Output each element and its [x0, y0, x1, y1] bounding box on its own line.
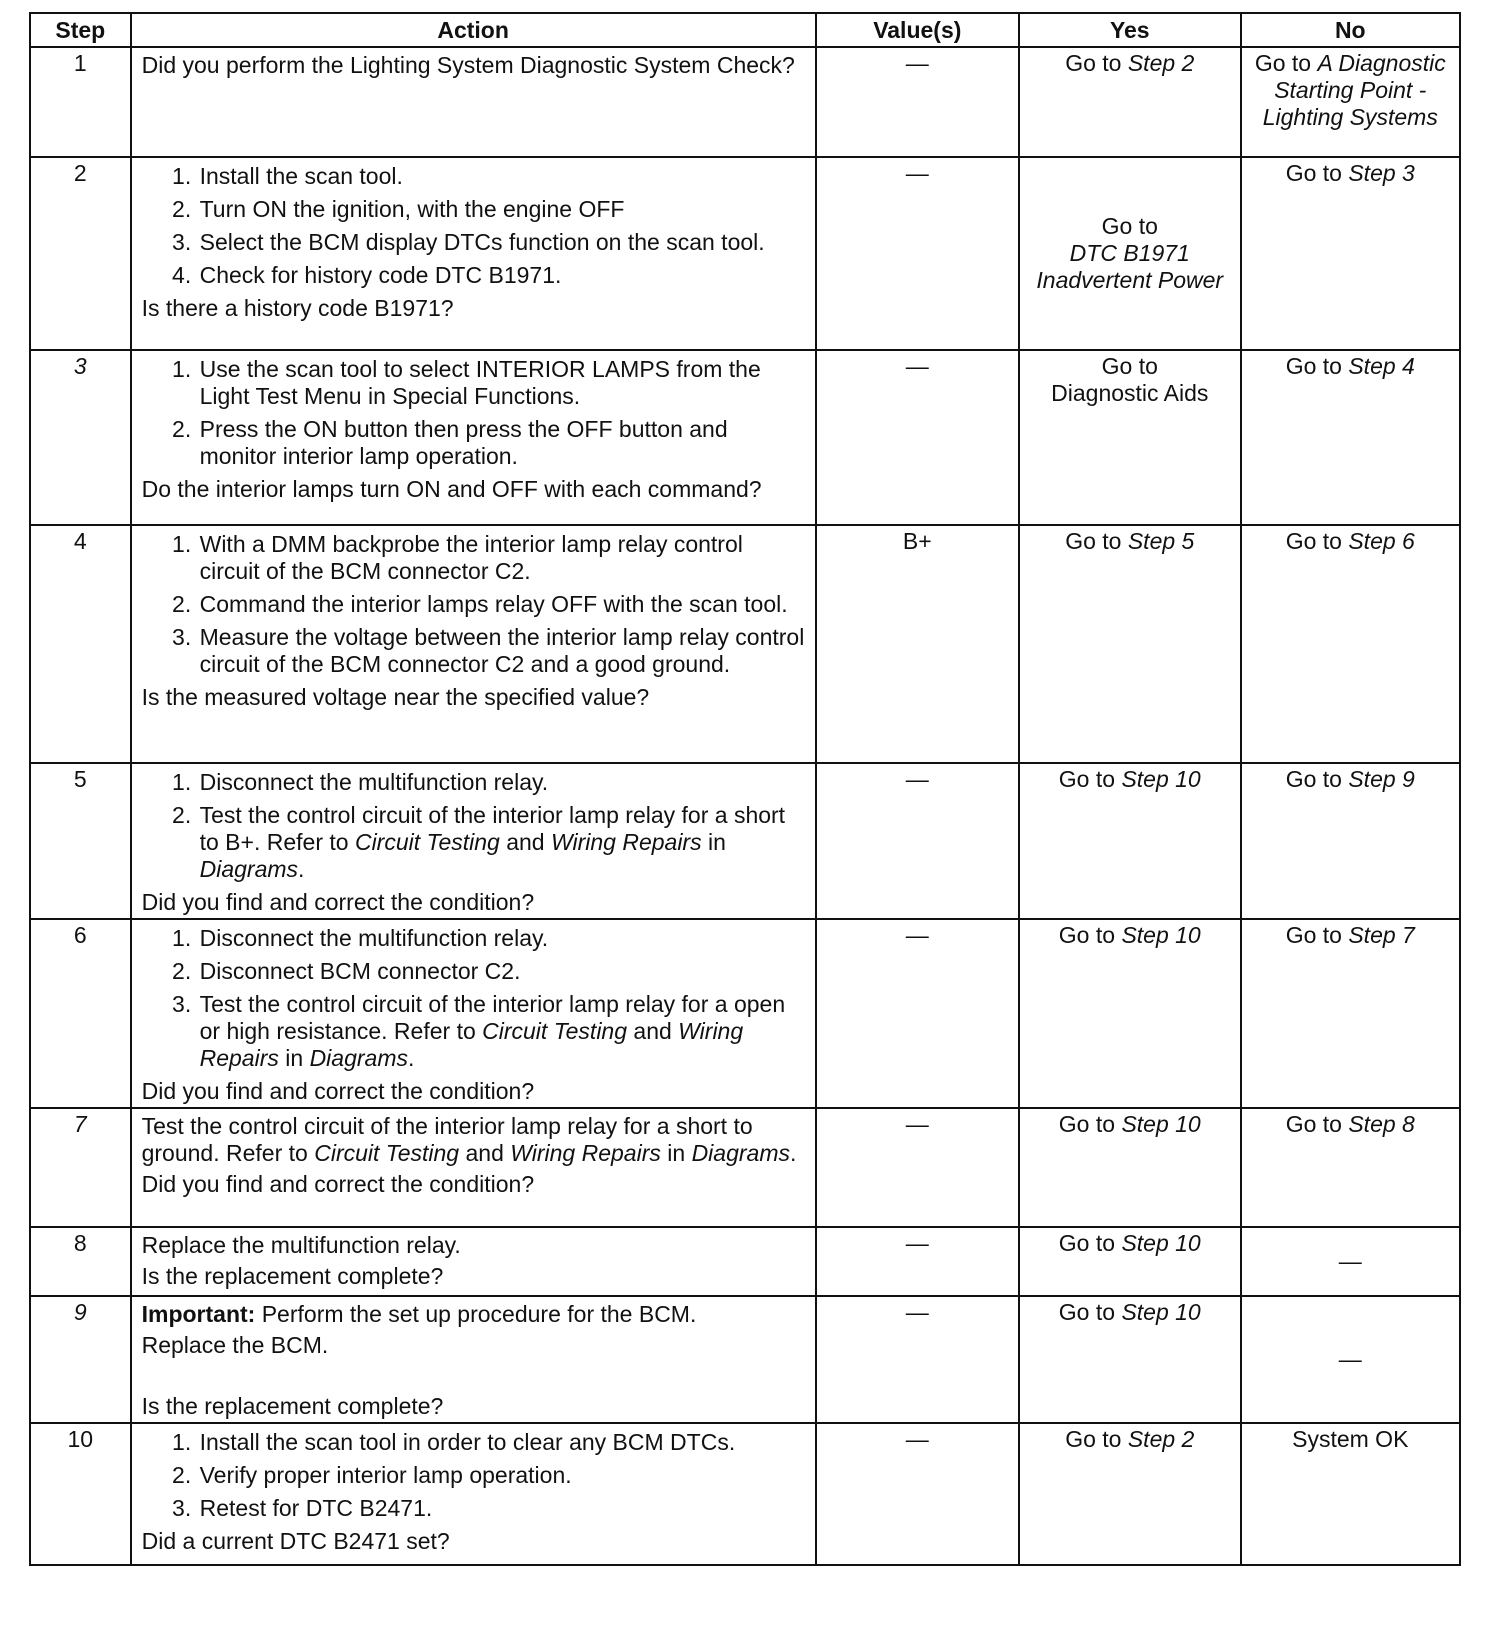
step-number: 9 [30, 1296, 131, 1423]
yes-cell[interactable] [1019, 157, 1241, 350]
step-number: 10 [30, 1423, 131, 1565]
circuit-testing-ref[interactable]: Circuit Testing [314, 1140, 460, 1166]
value-cell: — [816, 157, 1019, 350]
action-text: Test the control circuit of the interior lamp relay for a short to ground. Refer to Circuit Testing and Wiring Repairs in Diagrams. [141, 1113, 797, 1166]
yes-cell[interactable] [1019, 1423, 1241, 1565]
substep: 1. Use the scan tool to select INTERIOR LAMPS from the Light Test Menu in Special Functions. [198, 356, 805, 410]
yes-link[interactable]: Step 2 [1127, 1426, 1195, 1452]
substep-list [142, 769, 805, 883]
step-number: 6 [30, 919, 131, 1108]
header-values: Value(s) [816, 13, 1019, 47]
no-prefix: Go to [1285, 160, 1342, 186]
action-text: Replace the multifunction relay. [141, 1232, 461, 1258]
action-cell [131, 1227, 816, 1296]
circuit-testing-ref[interactable]: Circuit Testing [482, 1018, 628, 1044]
yes-link[interactable]: Step 10 [1121, 922, 1201, 948]
yes-prefix: Go to [1065, 50, 1122, 76]
table-row-step-6 [30, 919, 1460, 1108]
yes-prefix: Go to [1058, 922, 1116, 948]
table-row-step-7 [30, 1108, 1460, 1227]
no-link[interactable]: Step 7 [1348, 922, 1415, 948]
question: Did you find and correct the condition? [141, 1171, 535, 1197]
action-cell [131, 350, 816, 525]
yes-prefix: Go to [1058, 766, 1116, 792]
question: Did you find and correct the condition? [141, 1078, 535, 1104]
step-number: 2 [30, 157, 131, 350]
question: Is the measured voltage near the specified value? [141, 684, 650, 710]
no-cell[interactable] [1241, 1108, 1460, 1227]
action-cell [131, 1108, 816, 1227]
wiring-repairs-ref[interactable]: Wiring Repairs [550, 829, 702, 855]
no-cell[interactable] [1241, 47, 1460, 157]
value-cell: — [816, 1423, 1019, 1565]
no-cell: — [1241, 1227, 1460, 1296]
table-row-step-9 [30, 1296, 1460, 1423]
value-cell: — [816, 47, 1019, 157]
substep: 1. Disconnect the multifunction relay. [198, 769, 805, 796]
yes-link[interactable]: Step 10 [1121, 766, 1201, 792]
circuit-testing-ref[interactable]: Circuit Testing [354, 829, 500, 855]
value-cell: — [816, 763, 1019, 919]
action-cell [131, 1423, 816, 1565]
no-prefix: Go to [1285, 1111, 1342, 1137]
question: Do the interior lamps turn ON and OFF with each command? [141, 476, 762, 502]
substep-list [142, 925, 805, 1072]
substep: 3. Retest for DTC B2471. [198, 1495, 805, 1522]
question: Did a current DTC B2471 set? [141, 1528, 450, 1554]
table-row-step-4 [30, 525, 1460, 763]
action-cell [131, 47, 816, 157]
substep: 2. Turn ON the ignition, with the engine OFF [198, 196, 805, 223]
no-prefix: Go to [1254, 50, 1312, 76]
no-cell[interactable] [1241, 350, 1460, 525]
substep: 1. Disconnect the multifunction relay. [198, 925, 805, 952]
table-row-step-1 [30, 47, 1460, 157]
yes-prefix: Go to [1058, 1111, 1116, 1137]
important-note: Important: Perform the set up procedure for the BCM. [141, 1301, 697, 1327]
yes-cell[interactable] [1019, 1108, 1241, 1227]
action-cell [131, 763, 816, 919]
substep: 2. Verify proper interior lamp operation. [198, 1462, 805, 1489]
no-prefix: Go to [1285, 353, 1342, 379]
question: Did you find and correct the condition? [141, 889, 535, 915]
no-cell[interactable] [1241, 525, 1460, 763]
yes-prefix: Go to [1058, 1299, 1116, 1325]
no-cell: System OK [1241, 1423, 1460, 1565]
substep: 3. Measure the voltage between the interior lamp relay control circuit of the BCM connector C2 and a good ground. [198, 624, 805, 678]
no-prefix: Go to [1285, 528, 1342, 554]
substep: 2. Command the interior lamps relay OFF with the scan tool. [198, 591, 805, 618]
yes-cell[interactable] [1019, 919, 1241, 1108]
yes-prefix: Go to [1101, 353, 1158, 379]
yes-prefix: Go to [1065, 1426, 1122, 1452]
yes-link[interactable]: Diagnostic Aids [1051, 380, 1209, 406]
action-text: Replace the BCM. [141, 1332, 329, 1358]
table-row-step-2 [30, 157, 1460, 350]
value-cell: — [816, 350, 1019, 525]
substep: 3. Select the BCM display DTCs function on the scan tool. [198, 229, 805, 256]
table-row-step-10 [30, 1423, 1460, 1565]
step-number: 7 [30, 1108, 131, 1227]
substep-list [142, 531, 805, 678]
diagrams-ref[interactable]: Diagrams [691, 1140, 790, 1166]
important-label: Important: [141, 1301, 256, 1327]
table-row-step-3 [30, 350, 1460, 525]
header-yes: Yes [1019, 13, 1241, 47]
step-number: 1 [30, 47, 131, 157]
header-step: Step [30, 13, 131, 47]
step-number: 8 [30, 1227, 131, 1296]
value-cell: — [816, 1227, 1019, 1296]
substep: 4. Check for history code DTC B1971. [198, 262, 805, 289]
yes-link[interactable]: Step 10 [1121, 1230, 1201, 1256]
yes-prefix: Go to [1101, 213, 1158, 239]
no-link[interactable]: Step 3 [1348, 160, 1415, 186]
wiring-repairs-ref[interactable]: Wiring Repairs [510, 1140, 661, 1166]
no-link[interactable]: Step 9 [1348, 766, 1415, 792]
yes-cell[interactable] [1019, 763, 1241, 919]
no-link[interactable]: Step 6 [1348, 528, 1415, 554]
no-prefix: Go to [1285, 766, 1342, 792]
value-cell: — [816, 1108, 1019, 1227]
yes-prefix: Go to [1058, 1230, 1116, 1256]
action-cell [131, 157, 816, 350]
yes-cell[interactable] [1019, 350, 1241, 525]
yes-cell[interactable] [1019, 525, 1241, 763]
substep: 1. Install the scan tool. [198, 163, 805, 190]
yes-cell[interactable] [1019, 1296, 1241, 1423]
header-no: No [1241, 13, 1460, 47]
yes-link[interactable]: DTC B1971 Inadvertent Power [1036, 240, 1224, 293]
header-action: Action [131, 13, 816, 47]
question: Is the replacement complete? [141, 1263, 444, 1289]
yes-cell[interactable] [1019, 47, 1241, 157]
substep: 1. Install the scan tool in order to clear any BCM DTCs. [198, 1429, 805, 1456]
no-cell: — [1241, 1296, 1460, 1423]
yes-link[interactable]: Step 5 [1127, 528, 1195, 554]
no-link[interactable]: Step 4 [1348, 353, 1415, 379]
yes-link[interactable]: Step 10 [1121, 1299, 1201, 1325]
step-number: 5 [30, 763, 131, 919]
wiring-repairs-ref[interactable]: Wiring Repairs [199, 1018, 744, 1071]
action-cell [131, 1296, 816, 1423]
value-cell: — [816, 919, 1019, 1108]
diagrams-ref[interactable]: Diagrams [309, 1045, 408, 1071]
no-cell[interactable] [1241, 919, 1460, 1108]
yes-cell[interactable] [1019, 1227, 1241, 1296]
substep-list [142, 356, 805, 470]
substep: 2. Press the ON button then press the OFF button and monitor interior lamp operation. [198, 416, 805, 470]
step-number: 3 [30, 350, 131, 525]
substep-list [142, 163, 805, 289]
yes-prefix: Go to [1065, 528, 1122, 554]
yes-link[interactable]: Step 10 [1121, 1111, 1201, 1137]
diagrams-ref[interactable]: Diagrams [199, 856, 299, 882]
action-text: Did you perform the Lighting System Diagnostic System Check? [141, 52, 795, 78]
substep: 2. Test the control circuit of the interior lamp relay for a short to B+. Refer to Circuit Testing and Wiring Repairs in Diagrams. [198, 802, 805, 883]
table-row-step-5 [30, 763, 1460, 919]
diagnostic-table [29, 12, 1461, 1566]
action-cell [131, 919, 816, 1108]
substep: 1. With a DMM backprobe the interior lamp relay control circuit of the BCM connector C2. [198, 531, 805, 585]
value-cell: B+ [816, 525, 1019, 763]
step-number: 4 [30, 525, 131, 763]
substep: 3. Test the control circuit of the interior lamp relay for a open or high resistance. Refer to Circuit Testing and Wiring Repairs in Diagrams. [198, 991, 805, 1072]
no-cell[interactable] [1241, 763, 1460, 919]
table-row-step-8 [30, 1227, 1460, 1296]
substep-list [142, 1429, 805, 1522]
yes-link[interactable]: Step 2 [1127, 50, 1195, 76]
action-cell [131, 525, 816, 763]
no-link[interactable]: A Diagnostic Starting Point - Lighting Systems [1262, 50, 1446, 130]
question: Is the replacement complete? [141, 1393, 444, 1419]
no-link[interactable]: Step 8 [1348, 1111, 1415, 1137]
header-row [30, 13, 1460, 47]
no-cell[interactable] [1241, 157, 1460, 350]
substep: 2. Disconnect BCM connector C2. [198, 958, 805, 985]
question: Is there a history code B1971? [141, 295, 454, 321]
value-cell: — [816, 1296, 1019, 1423]
no-prefix: Go to [1285, 922, 1342, 948]
